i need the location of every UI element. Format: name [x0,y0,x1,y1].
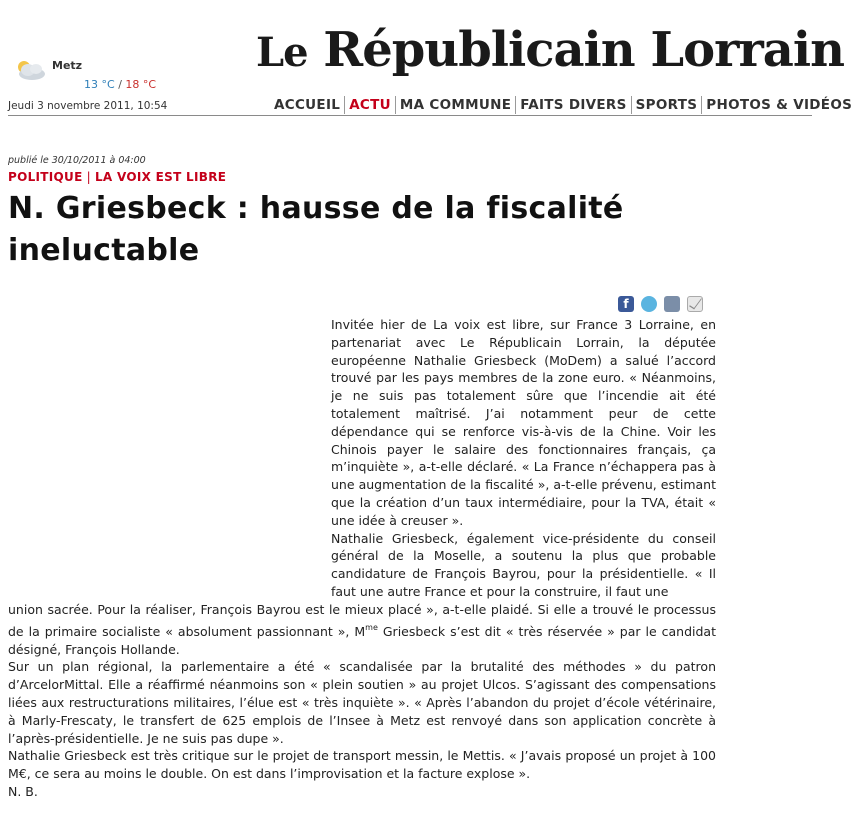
nav-actu[interactable]: ACTU [344,96,395,114]
site-logo[interactable] [256,22,844,78]
weather-city[interactable]: Metz [52,59,83,72]
paragraph-3: Sur un plan régional, la parlementaire a été « scandalisée par la brutalité des méthodes » du patron d’ArcelorMittal. Elle a réaffirmé néanmoins son « plein soutien » au projet Ulcos. S’agissant des compensations liées aux restructurations militaires, l’élue est « très inquiète ». « Après l’abandon du projet d’école vétérinaire, à Marly-Frescaty, le transfert de 625 emplois de l’Insee à Metz est renvoyé dans son application concrète à l’après-présidentielle. Je ne suis pas dupe ». [8,659,716,746]
paragraph-2-text-a: union sacrée. Pour la réaliser, François Bayrou est le mieux placé », a-t-elle plaidé. Si elle a trouvé le processus de la primaire socialiste « absolument passionnant », M [8,602,716,639]
article-title: N. Griesbeck : hausse de la fiscalité ineluctable [8,191,624,268]
nav-ma-commune[interactable]: MA COMMUNE [395,96,515,114]
twitter-icon[interactable] [641,296,657,312]
nav-photos-videos[interactable]: PHOTOS & VIDÉOS [701,96,856,114]
category-separator: | [86,170,91,184]
nav-sports[interactable]: SPORTS [631,96,702,114]
category-politique[interactable]: POLITIQUE [8,170,83,184]
paragraph-2-continued [8,601,716,658]
nav-accueil[interactable]: ACCUEIL [274,97,341,113]
article-categories [8,170,226,184]
temp-max: 18 °C [125,78,157,91]
publication-date: publié le 30/10/2011 à 04:00 [8,155,146,166]
share-toolbar [618,296,703,312]
weather-widget [12,56,212,96]
paragraph-4: Nathalie Griesbeck est très critique sur le projet de transport messin, le Mettis. « J’avais proposé un projet à 100 M€, ce sera au moins le double. On est dans l’improvisation et la facture explose ». [8,748,716,782]
weather-temperatures [84,78,156,91]
paragraph-1: Invitée hier de La voix est libre, sur France 3 Lorraine, en partenariat avec Le Républicain Lorrain, la députée européenne Nathalie Griesbeck (MoDem) a salué l’accord trouvé par les pays membres de la zone euro. « Néanmoins, je ne suis pas totalement sûre que l’incendie ait été totalement maîtrisé. J’ai notamment peur de cette dépendance qui se renforce vis-à-vis de la Chine. Voir les Chinois payer le salaire des fonctionnaires français, ça m’inquiète », a-t-elle déclaré. « La France n’échappera pas à une augmentation de la fiscalité », a-t-elle prévenu, estimant que la création d’un taux intermédiaire, pour la TVA, était « une idée à creuser ». [331,317,716,528]
author-signature: N. B. [8,783,38,799]
article-body-full [8,601,716,801]
facebook-icon[interactable]: f [618,296,634,312]
mail-icon[interactable] [687,296,703,312]
temp-separator: / [118,78,122,91]
paragraph-2-text-b: Griesbeck s’est dit « très réservée » par le candidat désigné, François Hollande. [8,623,716,657]
print-icon[interactable] [664,296,680,312]
category-voix-est-libre[interactable]: LA VOIX EST LIBRE [94,170,227,184]
logo-name: Républicain Lorrain [323,22,844,78]
header-divider [8,115,812,116]
paragraph-2-start: Nathalie Griesbeck, également vice-présidente du conseil général de la Moselle, a soutenu la plus que probable candidature de François Bayrou, pour la présidentielle. « Il faut une autre France et pour la construire, il faut une [331,530,716,599]
current-date: Jeudi 3 novembre 2011, 10:54 [8,100,168,112]
main-nav [270,96,856,114]
temp-min: 13 °C [84,78,115,91]
article-body-column [331,316,716,601]
cloud-sun-icon [12,58,48,82]
nav-faits-divers[interactable]: FAITS DIVERS [515,96,630,114]
logo-le: Le [256,29,308,76]
paragraph-2-sup: me [365,622,378,632]
